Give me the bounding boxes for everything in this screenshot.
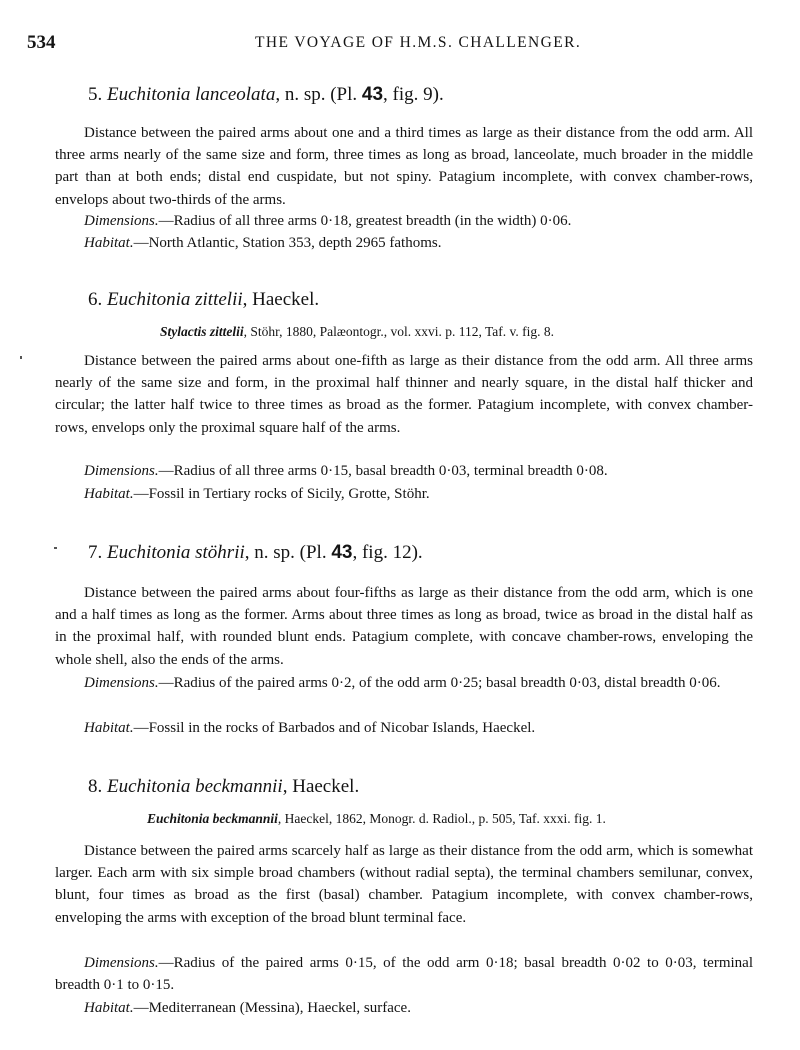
dimensions-text: —Radius of the paired arms 0·2, of the odd arm 0·25; basal breadth 0·03, distal breadth 0·06. [158,675,721,691]
species-name: Euchitonia lanceolata [107,84,276,105]
habitat-6 [84,483,754,505]
synonym-name: Euchitonia beckmannii [147,811,278,826]
species-number: 8. [88,776,103,797]
habitat-label: Habitat. [84,1000,134,1016]
print-speck [54,547,57,549]
dimensions-text: —Radius of all three arms 0·18, greatest breadth (in the width) 0·06. [158,213,572,229]
species-name: Euchitonia stöhrii [107,542,245,563]
dimensions-7 [55,672,753,694]
species-authority: , n. sp. (Pl. [244,542,327,563]
synonymy-6 [160,324,554,340]
species-description-6: Distance between the paired arms about one-fifth as large as their distance from the odd arm. All three arms nearly of the same size and form, in the proximal half thinner and nearly square, in the distal half thicker and circular; the latter half twice to three times as broad as the former. Patagium incomplete, with convex chamber-rows, envelops only the proximal square half of the arms. [55,353,753,436]
habitat-text: —Fossil in Tertiary rocks of Sicily, Grotte, Stöhr. [133,486,430,502]
synonym-reference: , Stöhr, 1880, Palæontogr., vol. xxvi. p. 112, Taf. v. fig. 8. [243,324,555,339]
print-speck [20,356,22,359]
species-heading-7 [88,542,423,564]
dimensions-text: —Radius of the paired arms 0·15, of the odd arm 0·18; basal breadth 0·02 to 0·03, terminal breadth 0·1 to 0·15. [55,955,753,994]
habitat-label: Habitat. [84,235,134,251]
dimensions-label: Dimensions. [84,463,159,479]
species-number: 7. [88,542,103,563]
dimensions-8 [55,952,753,996]
figure-ref: , fig. 12). [352,542,423,563]
species-name: Euchitonia beckmannii [107,776,283,797]
dimensions-label: Dimensions. [84,955,159,971]
habitat-text: —North Atlantic, Station 353, depth 2965 fathoms. [133,235,442,251]
species-number: 6. [88,289,103,310]
species-name: Euchitonia zittelii [107,289,243,310]
plate-number: 43 [361,84,384,105]
dimensions-text: —Radius of all three arms 0·15, basal breadth 0·03, terminal breadth 0·08. [158,463,608,479]
synonym-name: Stylactis zittelii [160,324,244,339]
synonymy-8 [147,811,606,827]
dimensions-5 [84,210,754,232]
dimensions-6 [84,460,754,482]
habitat-text: —Fossil in the rocks of Barbados and of Nicobar Islands, Haeckel. [133,720,536,736]
species-number: 5. [88,84,103,105]
species-heading-5 [88,84,444,106]
habitat-label: Habitat. [84,720,134,736]
species-authority: , n. sp. (Pl. [275,84,358,105]
species-authority: , Haeckel. [282,776,360,797]
plate-number: 43 [331,542,353,563]
species-description-7: Distance between the paired arms about four-fifths as large as their distance from the odd arm, which is one and a half times as long as the former. Arms about three times as long as broad, twice as broad in the distal half as in the proximal half, with rounded blunt ends. Patagium complete, with concave chamber-rows, enveloping the whole shell, also the ends of the arms. [55,585,753,668]
dimensions-label: Dimensions. [84,213,159,229]
species-description-8: Distance between the paired arms scarcely half as large as their distance from the odd arm, which is somewhat larger. Each arm with six simple broad chambers (without radial septa), the terminal chambers semilunar, convex, blunt, four times as broad as the first (basal) chamber. Patagium incomplete, with convex chamber-rows, enveloping the arms with exception of the broad blunt terminal face. [55,843,753,926]
species-authority: , Haeckel. [242,289,320,310]
page-header [27,32,748,56]
synonym-reference: , Haeckel, 1862, Monogr. d. Radiol., p. 505, Taf. xxxi. fig. 1. [277,811,606,826]
dimensions-label: Dimensions. [84,675,159,691]
habitat-7 [84,717,754,739]
species-description-5: Distance between the paired arms about one and a third times as large as their distance from the odd arm. All three arms nearly of the same size and form, three times as long as broad, lanceolate, much broader in the middle part than at both ends; distal end cuspidate, but not spiny. Patagium incomplete, with convex chamber-rows, envelops about two-thirds of the arms. [55,125,753,208]
species-heading-6 [88,289,319,311]
species-heading-8 [88,776,359,798]
habitat-5 [84,232,754,254]
page-number: 534 [27,32,56,53]
habitat-text: —Mediterranean (Messina), Haeckel, surface. [133,1000,411,1016]
habitat-label: Habitat. [84,486,134,502]
figure-ref: , fig. 9). [383,84,444,105]
running-title: THE VOYAGE OF H.M.S. CHALLENGER. [255,34,582,51]
habitat-8 [84,997,754,1019]
